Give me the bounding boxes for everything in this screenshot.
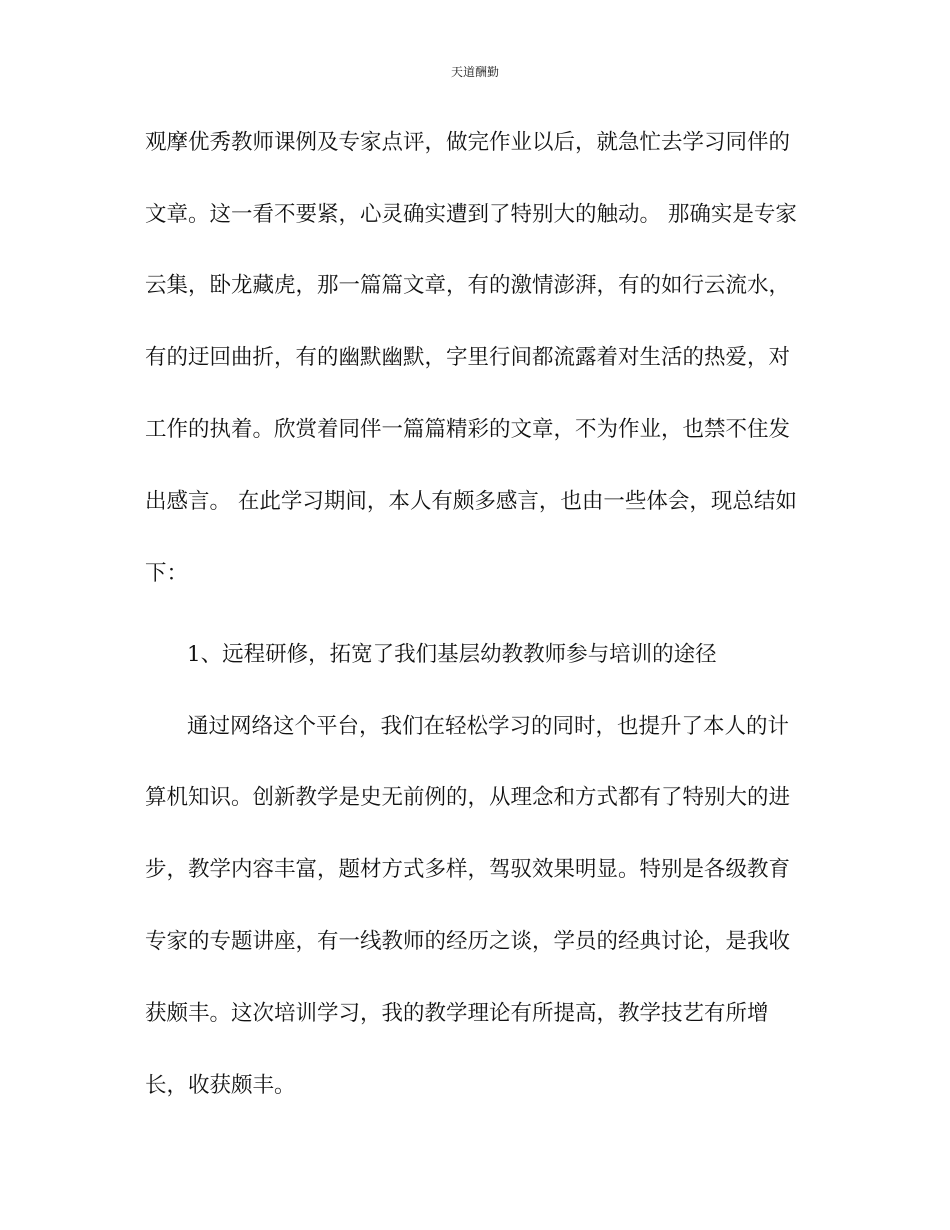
paragraph-line: 观摩优秀教师课例及专家点评，做完作业以后，就急忙去学习同伴的 (145, 130, 791, 155)
paragraph-line: 步，教学内容丰富，题材方式多样，驾驭效果明显。特别是各级教育 (145, 857, 791, 882)
paragraph-line: 通过网络这个平台，我们在轻松学习的同时，也提升了本人的计 (187, 714, 790, 739)
paragraph-line: 下： (145, 561, 189, 586)
paragraph-line: 长，收获颇丰。 (145, 1073, 296, 1098)
paragraph-line: 获颇丰。这次培训学习，我的教学理论有所提高，教学技艺有所增 (145, 1001, 769, 1026)
section-heading: 1、远程研修，拓宽了我们基层幼教教师参与培训的途径 (187, 642, 717, 667)
paragraph-line: 文章。这一看不要紧，心灵确实遭到了特别大的触动。 那确实是专家 (145, 202, 797, 227)
paragraph-line: 云集，卧龙藏虎，那一篇篇文章，有的激情澎湃，有的如行云流水， (145, 273, 791, 298)
page-header: 天道酬勤 (450, 65, 499, 79)
paragraph-line: 算机知识。创新教学是史无前例的，从理念和方式都有了特别大的进 (145, 785, 791, 810)
paragraph-line: 有的迂回曲折，有的幽默幽默，字里行间都流露着对生活的热爱，对 (145, 345, 791, 370)
paragraph-line: 专家的专题讲座，有一线教师的经历之谈，学员的经典讨论，是我收 (145, 929, 791, 954)
paragraph-line: 出感言。 在此学习期间，本人有颇多感言，也由一些体会，现总结如 (145, 489, 797, 514)
paragraph-line: 工作的执着。欣赏着同伴一篇篇精彩的文章，不为作业，也禁不住发 (145, 417, 791, 442)
